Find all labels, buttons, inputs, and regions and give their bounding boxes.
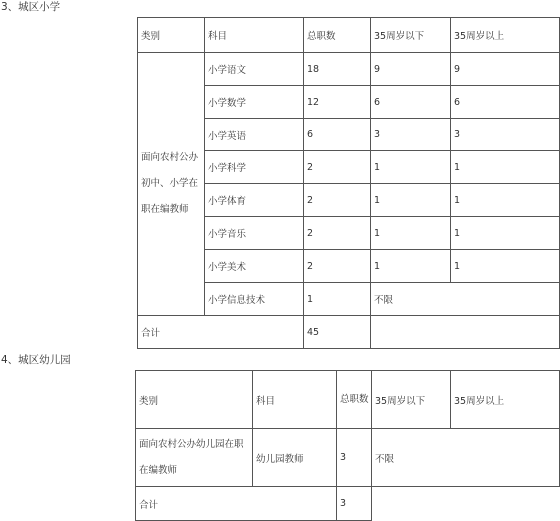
subject-cell: 小学美术 (205, 250, 304, 283)
total-cell: 18 (304, 53, 371, 86)
header-total: 总职数 (337, 371, 372, 429)
empty-cell (372, 487, 560, 521)
header-subject: 科目 (205, 18, 304, 53)
subject-cell: 小学体育 (205, 184, 304, 217)
under35-cell: 1 (371, 151, 451, 184)
over35-cell: 3 (451, 119, 560, 151)
under35-cell: 6 (371, 86, 451, 119)
over35-cell: 9 (451, 53, 560, 86)
under35-cell: 9 (371, 53, 451, 86)
subject-cell: 小学信息技术 (205, 283, 304, 316)
over35-cell: 1 (451, 151, 560, 184)
over35-cell: 1 (451, 217, 560, 250)
total-label: 合计 (136, 487, 337, 521)
over35-cell: 1 (451, 250, 560, 283)
total-cell: 3 (337, 429, 372, 487)
total-cell: 2 (304, 250, 371, 283)
header-subject: 科目 (253, 371, 337, 429)
under35-cell: 1 (371, 217, 451, 250)
subject-cell: 小学音乐 (205, 217, 304, 250)
over35-cell: 1 (451, 184, 560, 217)
total-label: 合计 (138, 316, 304, 349)
total-cell: 2 (304, 184, 371, 217)
header-under35: 35周岁以下 (371, 18, 451, 53)
under35-cell: 1 (371, 184, 451, 217)
total-cell: 6 (304, 119, 371, 151)
kindergarten-table (135, 370, 560, 521)
section4-title: 4、城区幼儿园 (1, 354, 71, 366)
under35-cell: 1 (371, 250, 451, 283)
total-cell: 2 (304, 151, 371, 184)
subject-cell: 小学英语 (205, 119, 304, 151)
section3-title: 3、城区小学 (1, 1, 61, 13)
header-over35: 35周岁以上 (451, 18, 560, 53)
unlimited-cell: 不限 (372, 429, 560, 487)
empty-cell (371, 316, 560, 349)
total-value: 3 (337, 487, 372, 521)
category-cell: 面向农村公办初中、小学在职在编教师 (138, 53, 205, 316)
subject-cell: 小学科学 (205, 151, 304, 184)
over35-cell: 6 (451, 86, 560, 119)
header-category: 类别 (136, 371, 253, 429)
total-cell: 1 (304, 283, 371, 316)
header-category: 类别 (138, 18, 205, 53)
header-over35: 35周岁以上 (451, 371, 560, 429)
total-cell: 2 (304, 217, 371, 250)
total-cell: 12 (304, 86, 371, 119)
header-under35: 35周岁以下 (372, 371, 451, 429)
primary-school-table (137, 17, 560, 349)
header-total: 总职数 (304, 18, 371, 53)
unlimited-cell: 不限 (371, 283, 560, 316)
category-cell: 面向农村公办幼儿园在职在编教师 (136, 429, 253, 487)
total-value: 45 (304, 316, 371, 349)
under35-cell: 3 (371, 119, 451, 151)
subject-cell: 幼儿园教师 (253, 429, 337, 487)
subject-cell: 小学数学 (205, 86, 304, 119)
subject-cell: 小学语文 (205, 53, 304, 86)
